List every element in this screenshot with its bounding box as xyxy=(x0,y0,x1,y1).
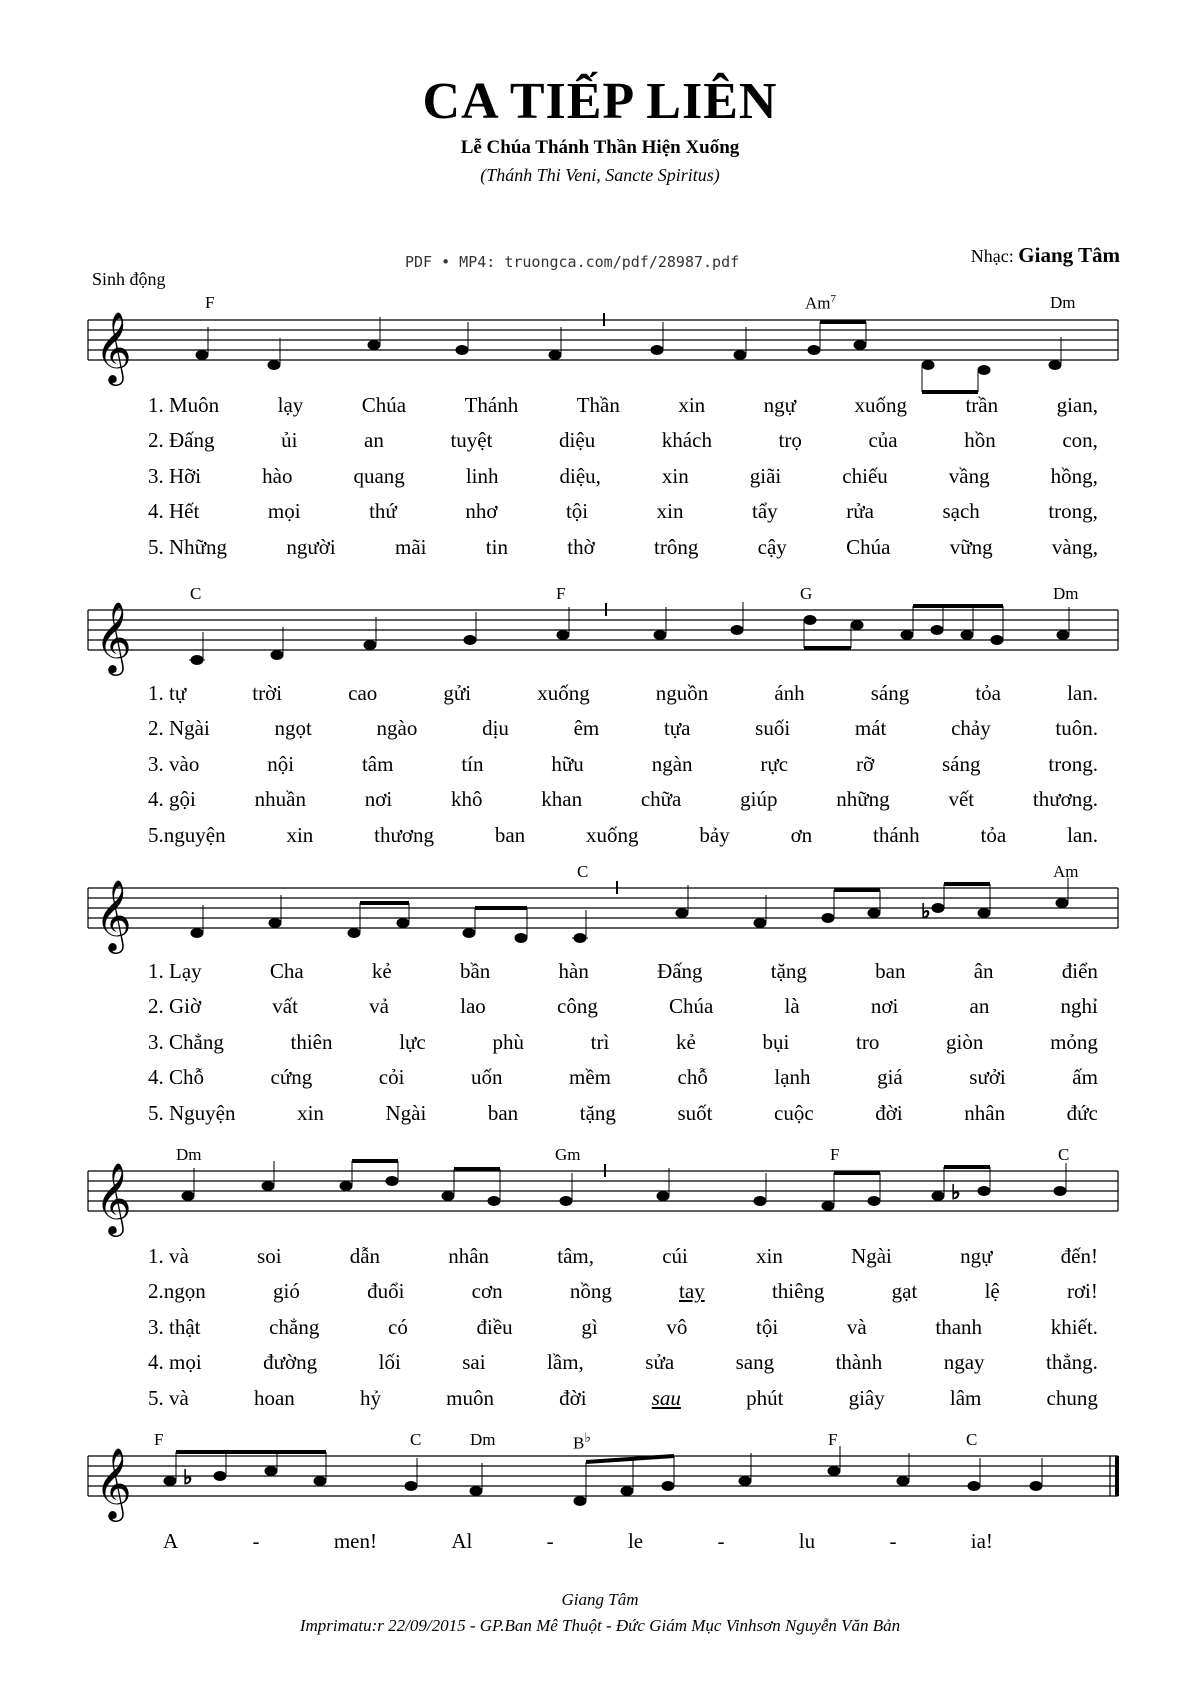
lyric-word: tín xyxy=(461,752,484,776)
lyric-word: vững xyxy=(949,535,993,559)
lyric-word: 2. Giờ xyxy=(148,994,202,1018)
lyric-word: mọi xyxy=(267,499,301,523)
lyric-row xyxy=(148,959,1098,984)
lyric-word: 4. Chỗ xyxy=(148,1065,205,1089)
lyric-word: vất xyxy=(272,994,298,1018)
lyric-word: thứ xyxy=(369,499,397,523)
lyric-word: thánh xyxy=(873,823,920,847)
lyric-word: chiếu xyxy=(842,464,888,488)
lyric-word: an xyxy=(364,428,384,452)
lyric-word: trông xyxy=(654,535,699,559)
lyric-word: 4. Hết xyxy=(148,499,200,523)
chord-symbol: Dm xyxy=(1053,584,1079,603)
lyric-word: hào xyxy=(262,464,293,488)
lyric-word: cứng xyxy=(270,1065,313,1089)
lyric-word: muôn xyxy=(446,1386,494,1410)
lyric-word: mãi xyxy=(394,535,427,559)
lyric-word: thương xyxy=(374,823,434,847)
lyric-row xyxy=(148,787,1098,812)
chord-symbol: Dm xyxy=(176,1145,202,1164)
lyric-word: khách xyxy=(661,428,712,452)
lyric-word: thương. xyxy=(1032,787,1098,811)
lyric-word: lối xyxy=(378,1350,401,1374)
lyric-word: suốt xyxy=(677,1101,713,1125)
tempo-marking: Sinh động xyxy=(92,269,166,289)
lyric-word: nơi xyxy=(364,787,393,811)
chord-symbol: F xyxy=(828,1430,838,1449)
lyric-word: phút xyxy=(746,1386,784,1410)
lyric-word: 3. Hỡi xyxy=(148,464,202,488)
lyric-word: gạt xyxy=(891,1279,918,1303)
source-link[interactable]: PDF • MP4: truongca.com/pdf/28987.pdf xyxy=(405,253,740,271)
lyric-word: nghỉ xyxy=(1060,994,1098,1018)
song-title: CA TIẾP LIÊN xyxy=(422,73,778,130)
lyric-word: lệ xyxy=(984,1279,1000,1303)
lyric-word: kẻ xyxy=(675,1030,696,1054)
lyric-word: sai xyxy=(462,1350,486,1374)
lyric-word: điều xyxy=(476,1315,513,1339)
lyric-word: dịu xyxy=(482,716,509,740)
lyric-row xyxy=(148,681,1098,706)
lyric-word: nhuần xyxy=(254,787,306,811)
lyric-row xyxy=(148,1101,1098,1126)
lyric-word: đường xyxy=(263,1350,318,1374)
lyric-word: con, xyxy=(1062,428,1098,452)
lyric-row xyxy=(148,499,1098,524)
composer-prefix: Nhạc: xyxy=(970,246,1014,266)
lyric-word: Chúa xyxy=(669,994,714,1018)
chord-symbol: C xyxy=(577,862,589,881)
chord-symbol: F xyxy=(556,584,566,603)
lyric-word: kẻ xyxy=(371,959,392,983)
lyric-word: những xyxy=(836,787,890,811)
lyric-word: tâm xyxy=(361,752,394,776)
footer-author: Giang Tâm xyxy=(561,1590,639,1609)
lyric-word: giây xyxy=(848,1386,885,1410)
lyric-word: vầng xyxy=(948,464,990,488)
lyric-word: chẳng xyxy=(269,1315,320,1339)
lyric-word: rơi! xyxy=(1066,1279,1098,1303)
lyric-word: tội xyxy=(565,499,589,523)
lyric-word: sưởi xyxy=(969,1065,1006,1089)
lyric-word: lu xyxy=(798,1529,816,1553)
lyric-word: khiết. xyxy=(1050,1315,1098,1339)
lyric-word: tội xyxy=(756,1315,779,1339)
lyric-word: gì xyxy=(581,1315,598,1339)
lyric-word: ngự xyxy=(960,1244,993,1268)
lyric-word: vàng, xyxy=(1051,535,1098,559)
lyric-word: soi xyxy=(257,1244,282,1268)
chord-symbol: Gm xyxy=(555,1145,581,1164)
chord-symbol: C xyxy=(1058,1145,1070,1164)
lyric-row xyxy=(148,1315,1098,1340)
lyric-word: 5.nguyện xyxy=(148,823,226,847)
lyric-word: Thần xyxy=(576,393,620,417)
lyric-word: vô xyxy=(666,1315,688,1339)
lyric-word: linh xyxy=(465,464,499,488)
lyric-word: tâm, xyxy=(557,1244,594,1268)
lyric-word: tẩy xyxy=(752,499,778,523)
chord-symbol: C xyxy=(410,1430,422,1449)
lyric-word: khô xyxy=(450,787,483,811)
lyric-word: tin xyxy=(485,535,508,559)
lyric-row xyxy=(148,1244,1098,1269)
lyric-row xyxy=(148,1386,1098,1411)
lyric-word: lầm, xyxy=(547,1350,584,1374)
lyric-word: Al xyxy=(451,1529,473,1553)
lyric-row xyxy=(148,752,1098,777)
song-subtitle: Lễ Chúa Thánh Thần Hiện Xuống xyxy=(460,137,740,158)
lyric-word: le xyxy=(627,1529,644,1553)
lyric-word: Thánh xyxy=(464,393,519,417)
lyric-word: thẳng. xyxy=(1046,1350,1098,1374)
lyric-word: sang xyxy=(735,1350,775,1374)
lyric-word: lạnh xyxy=(774,1065,811,1089)
lyric-word: cao xyxy=(348,681,378,705)
lyric-word: sạch xyxy=(942,499,980,523)
lyric-word: diệu, xyxy=(559,464,601,488)
chord-symbol: B♭ xyxy=(573,1431,591,1453)
chord-symbol: F xyxy=(205,293,215,312)
lyric-word: nơi xyxy=(870,994,899,1018)
lyric-word: cỏi xyxy=(378,1065,405,1089)
lyric-word: ban xyxy=(875,959,906,983)
lyric-word: mát xyxy=(854,716,887,740)
lyric-word: có xyxy=(388,1315,408,1339)
lyric-word: 5. và xyxy=(148,1386,189,1410)
lyric-word: 5. Những xyxy=(148,535,228,559)
lyric-word: xin xyxy=(756,1244,783,1268)
lyric-word: đuổi xyxy=(367,1279,405,1303)
lyric-word: bụi xyxy=(762,1030,790,1054)
chord-symbol: F xyxy=(830,1145,840,1164)
lyric-word: ân xyxy=(973,959,994,983)
lyric-word: tặng xyxy=(770,959,807,983)
lyric-word: suối xyxy=(755,716,791,740)
lyric-word: chỗ xyxy=(677,1065,708,1089)
chord-symbol: Am xyxy=(1053,862,1079,881)
lyric-word: ban xyxy=(487,1101,519,1125)
lyric-word: xin xyxy=(678,393,706,417)
lyric-word: men! xyxy=(333,1529,377,1553)
lyric-row xyxy=(148,464,1098,489)
lyric-word: và xyxy=(846,1315,867,1339)
lyric-word: uốn xyxy=(470,1065,503,1089)
lyric-word: chảy xyxy=(951,716,991,740)
lyric-word: trì xyxy=(590,1030,610,1054)
lyric-word: cúi xyxy=(662,1244,688,1268)
lyric-word: đời xyxy=(875,1101,903,1125)
lyric-word: hồng, xyxy=(1050,464,1098,488)
lyric-word: tro xyxy=(856,1030,880,1054)
lyric-word: 4. mọi xyxy=(148,1350,202,1374)
chord-symbol: Am$^7$ xyxy=(805,293,836,313)
treble-clef-icon: 𝄞 xyxy=(95,1161,132,1234)
lyric-word: rực xyxy=(760,752,789,776)
lyric-word: cuộc xyxy=(774,1101,814,1125)
lyric-word: xuống xyxy=(586,823,639,847)
lyric-word: xin xyxy=(656,499,684,523)
lyric-word: hồn xyxy=(964,428,996,452)
lyric-word: nhân xyxy=(964,1101,1006,1125)
lyric-row xyxy=(148,1030,1098,1055)
lyric-word: dẫn xyxy=(349,1244,381,1268)
lyric-word: trọ xyxy=(778,428,802,452)
lyric-word: của xyxy=(868,428,898,452)
lyric-word: 3. thật xyxy=(148,1315,201,1339)
lyric-word: giúp xyxy=(740,787,778,811)
lyric-word: nhơ xyxy=(465,499,498,523)
chord-symbol: C xyxy=(190,584,202,603)
lyric-word: nồng xyxy=(569,1279,612,1303)
lyric-word: tỏa xyxy=(980,823,1007,847)
lyric-word: công xyxy=(557,994,598,1018)
lyric-word: lan. xyxy=(1067,681,1098,705)
lyric-word: hỷ xyxy=(359,1386,381,1410)
lyric-word: Cha xyxy=(269,959,304,983)
lyric-word: ngào xyxy=(376,716,418,740)
treble-clef-icon: 𝄞 xyxy=(95,878,132,951)
lyric-row xyxy=(148,823,1098,848)
lyric-word: A xyxy=(163,1529,179,1553)
lyric-word: mềm xyxy=(569,1065,611,1089)
lyric-word: ngàn xyxy=(651,752,693,776)
lyric-word: thanh xyxy=(935,1315,983,1339)
lyric-word: người xyxy=(286,535,336,559)
lyric-word: ủi xyxy=(281,428,298,452)
lyric-word: đức xyxy=(1066,1101,1098,1125)
chord-symbol: Dm xyxy=(470,1430,496,1449)
chord-symbol: Dm xyxy=(1050,293,1076,312)
lyric-word: ngọt xyxy=(274,716,312,740)
lyric-word: - xyxy=(546,1529,554,1553)
lyric-word: cậy xyxy=(757,535,787,559)
lyric-word: tặng xyxy=(579,1101,616,1125)
lyric-word: quang xyxy=(353,464,405,488)
lyric-word: ơn xyxy=(790,823,813,847)
lyric-word: - xyxy=(252,1529,260,1553)
lyric-word: rỡ xyxy=(856,752,875,776)
lyric-word: 4. gội xyxy=(148,787,196,811)
lyric-word: tuôn. xyxy=(1055,716,1098,740)
lyric-word: diệu xyxy=(559,428,596,452)
lyric-word: bần xyxy=(459,959,491,983)
lyric-word: hoan xyxy=(253,1386,295,1410)
footer-imprimatur: Imprimatu:r 22/09/2015 - GP.Ban Mê Thuột - Đức Giám Mục Vinhsơn Nguyễn Văn Bản xyxy=(299,1616,901,1635)
lyric-word: đến! xyxy=(1060,1244,1098,1268)
lyric-word: xin xyxy=(297,1101,324,1125)
lyric-word: xin xyxy=(661,464,689,488)
lyric-row xyxy=(148,994,1098,1019)
chord-symbol: G xyxy=(800,584,813,603)
notes xyxy=(196,317,1061,392)
lyric-word: nội xyxy=(267,752,295,776)
lyric-word: ban xyxy=(494,823,526,847)
treble-clef-icon: 𝄞 xyxy=(95,1446,132,1519)
lyric-word: xuống xyxy=(537,681,590,705)
lyric-word: lạy xyxy=(277,393,304,417)
lyric-word: xuống xyxy=(854,393,907,417)
chord-symbol: C xyxy=(966,1430,978,1449)
lyric-word: sửa xyxy=(645,1350,675,1374)
lyric-word: trời xyxy=(252,681,283,705)
lyric-word: 1. tự xyxy=(148,681,187,705)
lyric-word: mỏng xyxy=(1050,1030,1098,1054)
lyric-word: - xyxy=(889,1529,897,1553)
lyric-word: Chúa xyxy=(361,393,407,417)
lyric-row xyxy=(148,1350,1098,1375)
lyric-word: lao xyxy=(460,994,486,1018)
lyric-word: 1. và xyxy=(148,1244,189,1268)
lyric-word: tỏa xyxy=(975,681,1001,705)
lyric-word: thờ xyxy=(567,535,595,559)
lyric-row xyxy=(148,1065,1098,1090)
lyric-word: lan. xyxy=(1067,823,1098,847)
lyric-word: hữu xyxy=(551,752,584,776)
svg-text:♭: ♭ xyxy=(921,899,931,923)
lyric-word: là xyxy=(784,994,800,1018)
lyric-word: đời xyxy=(559,1386,587,1410)
svg-text:♭: ♭ xyxy=(951,1180,961,1204)
lyric-word: thiên xyxy=(290,1030,333,1054)
lyric-word: nguồn xyxy=(655,681,709,705)
lyric-word: lực xyxy=(399,1030,426,1054)
lyric-word: rửa xyxy=(846,499,874,523)
lyric-word: giãi xyxy=(749,464,782,488)
lyric-word: sáng xyxy=(942,752,981,776)
lyric-word: ánh xyxy=(774,681,805,705)
lyric-word: 3. Chẳng xyxy=(148,1030,224,1054)
lyric-word: bảy xyxy=(699,823,730,847)
lyric-word: điển xyxy=(1061,959,1098,983)
lyric-word: gian, xyxy=(1056,393,1098,417)
amen-lyric-row xyxy=(163,1529,993,1554)
lyric-row xyxy=(148,1279,1098,1304)
lyric-word: Ngài xyxy=(385,1101,427,1125)
lyric-word: ngự xyxy=(763,393,797,417)
lyric-word: cơn xyxy=(471,1279,503,1303)
lyric-word: tựa xyxy=(663,716,691,740)
lyric-word: giòn xyxy=(946,1030,984,1054)
treble-clef-icon: 𝄞 xyxy=(95,310,132,383)
lyric-word: vả xyxy=(369,994,389,1018)
lyric-word: - xyxy=(717,1529,725,1553)
lyric-word: êm xyxy=(573,716,600,740)
lyric-word: tay xyxy=(679,1279,705,1303)
lyric-word: ngay xyxy=(943,1350,985,1374)
lyric-word: Chúa xyxy=(846,535,891,559)
lyric-word: gửi xyxy=(443,681,472,705)
lyric-word: trong, xyxy=(1048,499,1098,523)
lyric-word: 5. Nguyện xyxy=(148,1101,236,1125)
lyric-word: ấm xyxy=(1072,1065,1098,1089)
lyric-row xyxy=(148,535,1098,560)
lyric-word: gió xyxy=(272,1279,300,1303)
lyric-word: 2. Đấng xyxy=(148,428,215,452)
lyric-word: trong. xyxy=(1048,752,1098,776)
lyric-word: thành xyxy=(835,1350,883,1374)
lyric-word: nhân xyxy=(448,1244,490,1268)
lyric-word: phù xyxy=(492,1030,524,1054)
lyric-row xyxy=(148,393,1098,418)
lyric-word: ia! xyxy=(970,1529,993,1553)
lyric-word: Ngài xyxy=(851,1244,892,1268)
svg-text:♭: ♭ xyxy=(183,1465,193,1489)
lyric-word: lâm xyxy=(949,1386,982,1410)
lyric-word: chữa xyxy=(640,787,682,811)
treble-clef-icon: 𝄞 xyxy=(95,600,132,673)
lyric-word: an xyxy=(969,994,990,1018)
lyric-word: xin xyxy=(286,823,314,847)
composer-credit xyxy=(971,243,1120,268)
lyric-word: Đấng xyxy=(657,959,703,983)
lyric-row xyxy=(148,428,1098,453)
lyric-word: 2.ngọn xyxy=(148,1279,206,1303)
chord-symbol: F xyxy=(154,1430,164,1449)
lyric-word: 1. Lạy xyxy=(148,959,202,983)
lyric-word: sáng xyxy=(870,681,910,705)
lyric-word: trần xyxy=(965,393,999,417)
song-latin-subtitle: (Thánh Thi Veni, Sancte Spiritus) xyxy=(480,165,720,185)
lyric-word: 3. vào xyxy=(148,752,200,776)
lyric-word: giá xyxy=(877,1065,903,1089)
lyric-word: vết xyxy=(948,787,975,811)
lyric-word: 2. Ngài xyxy=(148,716,210,740)
lyric-word: hàn xyxy=(558,959,589,983)
lyric-word: khan xyxy=(541,787,583,811)
lyric-word: chung xyxy=(1046,1386,1098,1410)
lyric-row xyxy=(148,716,1098,741)
lyric-word: thiêng xyxy=(771,1279,825,1303)
lyric-word: 1. Muôn xyxy=(148,393,220,417)
lyric-word: tuyệt xyxy=(450,428,493,452)
lyric-word: sau xyxy=(651,1386,681,1410)
composer-name: Giang Tâm xyxy=(1018,243,1120,267)
